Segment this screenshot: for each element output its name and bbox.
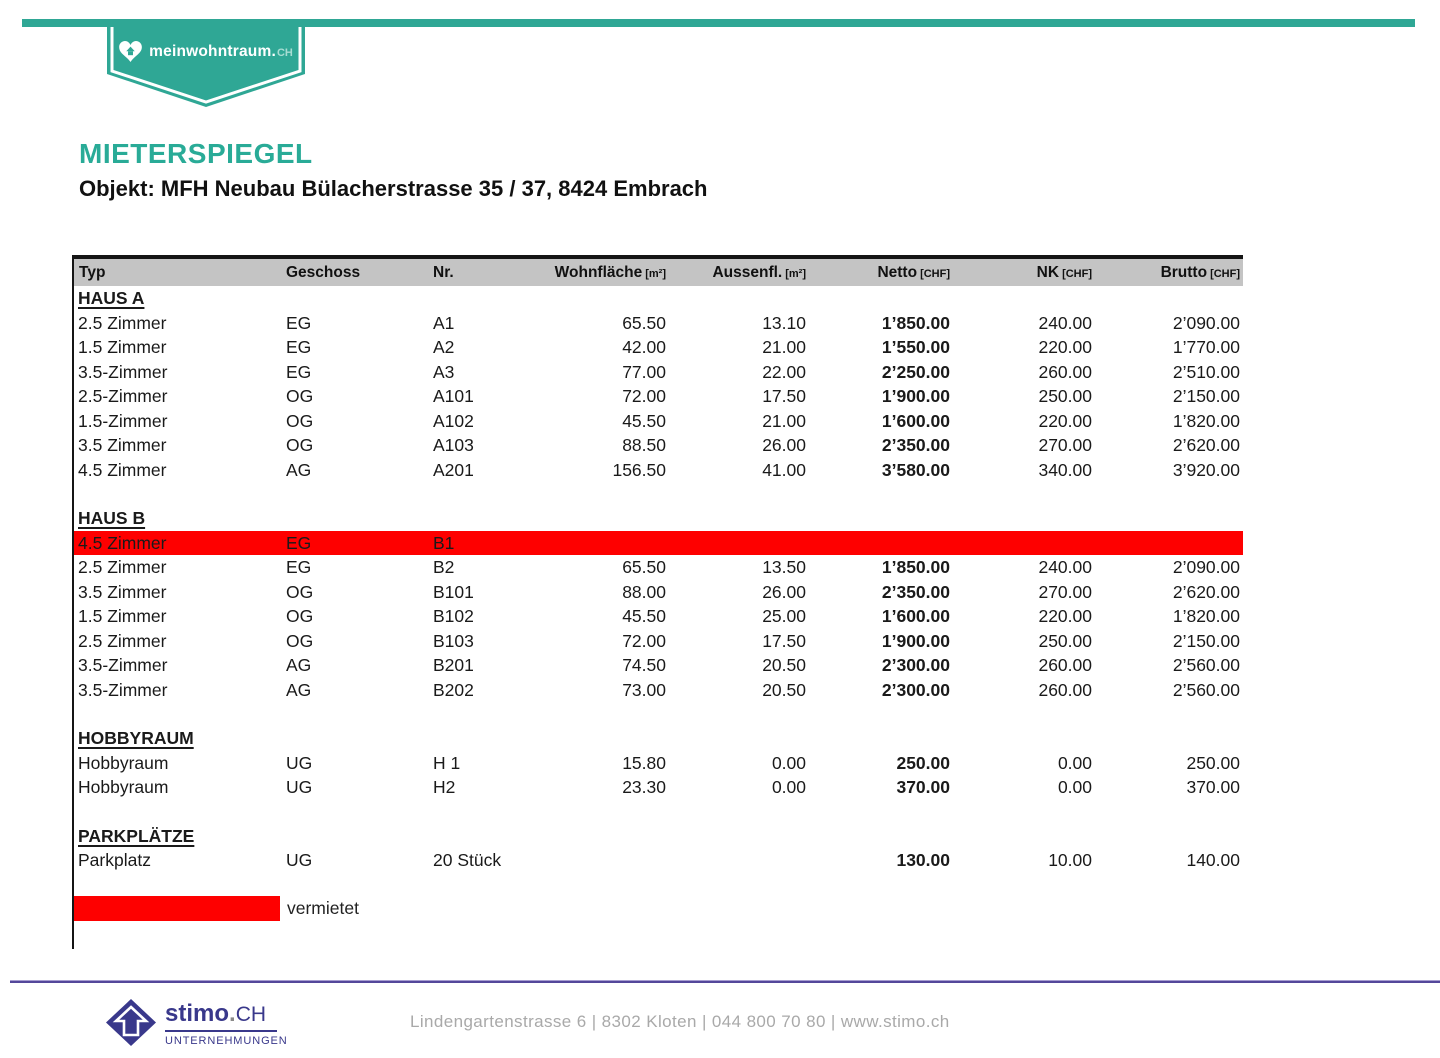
table-section bbox=[72, 506, 1243, 702]
cell-geschoss: OG bbox=[286, 410, 314, 431]
cell-wohnflaeche: 88.50 bbox=[622, 435, 666, 455]
cell-wohnflaeche: 156.50 bbox=[612, 459, 666, 480]
cell-typ: 1.5 Zimmer bbox=[78, 337, 167, 357]
cell-aussenflaeche: 17.50 bbox=[762, 630, 806, 651]
badge-text-main: meinwohntraum. bbox=[149, 42, 276, 60]
stimo-wordmark bbox=[165, 1002, 288, 1047]
cell-brutto: 2’620.00 bbox=[1172, 581, 1240, 602]
cell-netto: 2’250.00 bbox=[881, 361, 950, 382]
cell-typ: Parkplatz bbox=[78, 850, 151, 870]
cell-geschoss: UG bbox=[286, 850, 313, 870]
cell-aussenflaeche: 13.50 bbox=[762, 557, 806, 577]
column-header-typ bbox=[72, 264, 286, 282]
legend-rented-swatch bbox=[74, 896, 280, 921]
column-unit: [m²] bbox=[645, 267, 666, 280]
cell-wohnflaeche bbox=[544, 848, 669, 873]
cell-netto: 1’850.00 bbox=[881, 312, 950, 333]
cell-wohnflaeche: 77.00 bbox=[622, 361, 666, 382]
cell-netto: 2’300.00 bbox=[881, 655, 950, 675]
cell-brutto: 140.00 bbox=[1186, 850, 1240, 870]
cell-nk: 240.00 bbox=[1038, 312, 1092, 333]
cell-aussenflaeche: 26.00 bbox=[762, 581, 806, 602]
cell-nk: 260.00 bbox=[1038, 361, 1092, 382]
cell-brutto: 1’820.00 bbox=[1172, 606, 1240, 626]
column-label: Netto bbox=[877, 263, 918, 281]
table-header-row bbox=[72, 259, 1243, 286]
cell-netto: 2’350.00 bbox=[881, 581, 950, 602]
table-row bbox=[72, 848, 1243, 873]
table-left-border bbox=[72, 255, 74, 949]
cell-wohnflaeche: 72.00 bbox=[622, 386, 666, 406]
badge-wordmark bbox=[149, 43, 293, 61]
cell-wohnflaeche: 45.50 bbox=[622, 410, 666, 431]
cell-nr: B202 bbox=[433, 679, 474, 700]
footer-address: Lindengartenstrasse 6 | 8302 Kloten | 044 800 70 80 | www.stimo.ch bbox=[410, 1012, 950, 1031]
stimo-logo bbox=[106, 999, 288, 1047]
cell-brutto: 2’090.00 bbox=[1172, 312, 1240, 333]
page-title: MIETERSPIEGEL bbox=[79, 138, 313, 169]
cell-nk: 220.00 bbox=[1038, 410, 1092, 431]
cell-geschoss: EG bbox=[286, 337, 312, 357]
table-row bbox=[72, 580, 1243, 605]
cell-nk: 340.00 bbox=[1038, 459, 1092, 480]
table-row bbox=[72, 409, 1243, 434]
cell-netto: 3’580.00 bbox=[881, 459, 950, 480]
cell-wohnflaeche: 74.50 bbox=[622, 655, 666, 675]
cell-geschoss: EG bbox=[286, 312, 312, 333]
legend bbox=[72, 896, 1243, 921]
column-label: Brutto bbox=[1160, 263, 1208, 281]
cell-aussenflaeche bbox=[669, 531, 809, 556]
cell-nk: 220.00 bbox=[1038, 606, 1092, 626]
cell-nk: 260.00 bbox=[1038, 679, 1092, 700]
stimo-diamond-icon bbox=[106, 999, 156, 1046]
cell-geschoss: OG bbox=[286, 630, 314, 651]
cell-geschoss: UG bbox=[286, 752, 313, 773]
cell-nr: H2 bbox=[433, 777, 456, 797]
cell-typ: 3.5-Zimmer bbox=[78, 679, 168, 700]
table-row bbox=[72, 335, 1243, 360]
cell-netto: 1’900.00 bbox=[881, 630, 950, 651]
section-title: HOBBYRAUM bbox=[78, 728, 194, 748]
column-header-aussenflaeche bbox=[669, 264, 809, 282]
heart-icon bbox=[119, 41, 142, 62]
stimo-subtitle: UNTERNEHMUNGEN bbox=[165, 1035, 288, 1047]
cell-aussenflaeche: 0.00 bbox=[771, 777, 806, 797]
cell-nk: 270.00 bbox=[1038, 581, 1092, 602]
table-row-rented bbox=[72, 531, 1243, 556]
cell-nr: B1 bbox=[433, 532, 455, 553]
cell-nr: A3 bbox=[433, 361, 455, 382]
cell-wohnflaeche: 15.80 bbox=[622, 752, 666, 773]
cell-netto: 2’350.00 bbox=[881, 435, 950, 455]
cell-aussenflaeche: 20.50 bbox=[762, 679, 806, 700]
cell-geschoss: AG bbox=[286, 459, 312, 480]
cell-nr: A201 bbox=[433, 459, 474, 480]
cell-typ: Hobbyraum bbox=[78, 752, 169, 773]
cell-netto: 1’900.00 bbox=[881, 386, 950, 406]
column-header-nk bbox=[953, 264, 1095, 282]
cell-geschoss: EG bbox=[286, 361, 312, 382]
cell-brutto: 2’620.00 bbox=[1172, 435, 1240, 455]
cell-nr: B2 bbox=[433, 557, 455, 577]
section-title: HAUS A bbox=[78, 288, 145, 308]
table-row bbox=[72, 384, 1243, 409]
table-row bbox=[72, 678, 1243, 703]
cell-nk: 250.00 bbox=[1038, 386, 1092, 406]
cell-nk: 270.00 bbox=[1038, 435, 1092, 455]
cell-nk bbox=[953, 531, 1095, 556]
cell-wohnflaeche: 45.50 bbox=[622, 606, 666, 626]
column-header-nr bbox=[433, 264, 544, 282]
cell-netto: 2’300.00 bbox=[881, 679, 950, 700]
column-label: Typ bbox=[79, 263, 106, 281]
cell-nr: 20 Stück bbox=[433, 850, 502, 870]
cell-nk: 0.00 bbox=[1057, 752, 1092, 773]
cell-brutto: 370.00 bbox=[1186, 777, 1240, 797]
cell-aussenflaeche: 21.00 bbox=[762, 410, 806, 431]
cell-aussenflaeche: 20.50 bbox=[762, 655, 806, 675]
cell-typ: 3.5-Zimmer bbox=[78, 361, 168, 382]
cell-netto: 1’600.00 bbox=[881, 410, 950, 431]
cell-typ: 2.5-Zimmer bbox=[78, 386, 168, 406]
table-row bbox=[72, 555, 1243, 580]
cell-nr: A1 bbox=[433, 312, 455, 333]
cell-geschoss: AG bbox=[286, 655, 312, 675]
cell-brutto: 2’150.00 bbox=[1172, 386, 1240, 406]
brand-badge bbox=[107, 19, 305, 107]
stimo-name-suffix: CH bbox=[235, 1003, 267, 1026]
table-row bbox=[72, 775, 1243, 800]
cell-brutto: 2’510.00 bbox=[1172, 361, 1240, 382]
table-row bbox=[72, 604, 1243, 629]
cell-geschoss: OG bbox=[286, 606, 314, 626]
cell-typ: 3.5 Zimmer bbox=[78, 435, 167, 455]
cell-wohnflaeche: 23.30 bbox=[622, 777, 666, 797]
cell-aussenflaeche: 0.00 bbox=[771, 752, 806, 773]
cell-nr: A2 bbox=[433, 337, 455, 357]
cell-nr: B103 bbox=[433, 630, 474, 651]
cell-netto: 1’600.00 bbox=[881, 606, 950, 626]
cell-nr: B102 bbox=[433, 606, 474, 626]
column-label: Geschoss bbox=[286, 263, 361, 281]
cell-geschoss: AG bbox=[286, 679, 312, 700]
cell-netto: 130.00 bbox=[896, 850, 950, 870]
section-title: HAUS B bbox=[78, 508, 146, 528]
cell-brutto bbox=[1095, 531, 1243, 556]
cell-geschoss: EG bbox=[286, 532, 312, 553]
cell-wohnflaeche: 72.00 bbox=[622, 630, 666, 651]
cell-brutto: 2’560.00 bbox=[1172, 655, 1240, 675]
column-unit: [CHF] bbox=[920, 267, 950, 280]
cell-typ: 2.5 Zimmer bbox=[78, 630, 167, 651]
column-header-netto bbox=[809, 264, 953, 282]
cell-geschoss: OG bbox=[286, 386, 314, 406]
table-row bbox=[72, 311, 1243, 336]
cell-netto: 1’550.00 bbox=[881, 337, 950, 357]
stimo-underline bbox=[165, 1030, 277, 1032]
cell-geschoss: OG bbox=[286, 581, 314, 602]
cell-typ: Hobbyraum bbox=[78, 777, 169, 797]
table-row bbox=[72, 751, 1243, 776]
cell-netto: 1’850.00 bbox=[881, 557, 950, 577]
cell-wohnflaeche: 65.50 bbox=[622, 557, 666, 577]
cell-nk: 10.00 bbox=[1048, 850, 1092, 870]
column-label: Aussenfl. bbox=[712, 263, 783, 281]
column-unit: [CHF] bbox=[1210, 267, 1240, 280]
cell-brutto: 250.00 bbox=[1186, 752, 1240, 773]
cell-nk: 0.00 bbox=[1057, 777, 1092, 797]
cell-geschoss: EG bbox=[286, 557, 312, 577]
cell-typ: 3.5 Zimmer bbox=[78, 581, 167, 602]
cell-nr: B201 bbox=[433, 655, 474, 675]
cell-nk: 260.00 bbox=[1038, 655, 1092, 675]
object-subtitle: Objekt: MFH Neubau Bülacherstrasse 35 / 37, 8424 Embrach bbox=[79, 176, 708, 201]
column-unit: [m²] bbox=[785, 267, 806, 280]
cell-aussenflaeche: 26.00 bbox=[762, 435, 806, 455]
cell-geschoss: UG bbox=[286, 777, 313, 797]
cell-nr: H 1 bbox=[433, 752, 461, 773]
cell-nk: 240.00 bbox=[1038, 557, 1092, 577]
cell-brutto: 3’920.00 bbox=[1172, 459, 1240, 480]
table-row bbox=[72, 629, 1243, 654]
cell-aussenflaeche: 22.00 bbox=[762, 361, 806, 382]
cell-typ: 1.5 Zimmer bbox=[78, 606, 167, 626]
cell-geschoss: OG bbox=[286, 435, 314, 455]
cell-nk: 220.00 bbox=[1038, 337, 1092, 357]
cell-nr: A103 bbox=[433, 435, 474, 455]
table-section bbox=[72, 824, 1243, 873]
table-section bbox=[72, 726, 1243, 800]
cell-aussenflaeche: 13.10 bbox=[762, 312, 806, 333]
cell-nk: 250.00 bbox=[1038, 630, 1092, 651]
badge-shape bbox=[107, 19, 305, 107]
stimo-dot: . bbox=[229, 1000, 236, 1027]
footer-divider bbox=[10, 980, 1440, 983]
cell-wohnflaeche: 73.00 bbox=[622, 679, 666, 700]
column-unit: [CHF] bbox=[1062, 267, 1092, 280]
cell-aussenflaeche: 41.00 bbox=[762, 459, 806, 480]
rent-table bbox=[72, 255, 1243, 921]
table-section bbox=[72, 286, 1243, 482]
cell-brutto: 1’770.00 bbox=[1172, 337, 1240, 357]
badge-logo bbox=[107, 41, 305, 62]
cell-netto: 370.00 bbox=[896, 777, 950, 797]
cell-typ: 3.5-Zimmer bbox=[78, 655, 168, 675]
table-row bbox=[72, 433, 1243, 458]
cell-brutto: 1’820.00 bbox=[1172, 410, 1240, 431]
table-body bbox=[72, 286, 1243, 873]
column-label: NK bbox=[1036, 263, 1060, 281]
cell-brutto: 2’560.00 bbox=[1172, 679, 1240, 700]
cell-nr: A101 bbox=[433, 386, 474, 406]
column-header-brutto bbox=[1095, 264, 1243, 282]
cell-aussenflaeche: 25.00 bbox=[762, 606, 806, 626]
cell-wohnflaeche: 88.00 bbox=[622, 581, 666, 602]
cell-nr: A102 bbox=[433, 410, 474, 431]
badge-text-suffix: CH bbox=[276, 46, 293, 59]
cell-typ: 4.5 Zimmer bbox=[78, 532, 167, 553]
cell-aussenflaeche: 17.50 bbox=[762, 386, 806, 406]
table-row bbox=[72, 653, 1243, 678]
cell-typ: 1.5-Zimmer bbox=[78, 410, 168, 431]
cell-wohnflaeche: 42.00 bbox=[622, 337, 666, 357]
cell-aussenflaeche: 21.00 bbox=[762, 337, 806, 357]
cell-typ: 2.5 Zimmer bbox=[78, 312, 167, 333]
column-label: Wohnfläche bbox=[554, 263, 643, 281]
cell-aussenflaeche bbox=[669, 848, 809, 873]
legend-label: vermietet bbox=[287, 897, 359, 918]
cell-netto: 250.00 bbox=[896, 752, 950, 773]
cell-typ: 4.5 Zimmer bbox=[78, 459, 167, 480]
column-header-geschoss bbox=[286, 264, 433, 282]
cell-nr: B101 bbox=[433, 581, 474, 602]
column-label: Nr. bbox=[433, 263, 454, 281]
cell-typ: 2.5 Zimmer bbox=[78, 557, 167, 577]
cell-wohnflaeche bbox=[544, 531, 669, 556]
cell-brutto: 2’150.00 bbox=[1172, 630, 1240, 651]
stimo-name-main: stimo bbox=[165, 1000, 230, 1027]
section-title: PARKPLÄTZE bbox=[78, 825, 195, 846]
cell-brutto: 2’090.00 bbox=[1172, 557, 1240, 577]
cell-netto bbox=[809, 531, 953, 556]
table-row bbox=[72, 360, 1243, 385]
table-row bbox=[72, 458, 1243, 483]
column-header-wohnflaeche bbox=[544, 264, 669, 282]
stimo-name bbox=[165, 1002, 288, 1029]
cell-wohnflaeche: 65.50 bbox=[622, 312, 666, 333]
